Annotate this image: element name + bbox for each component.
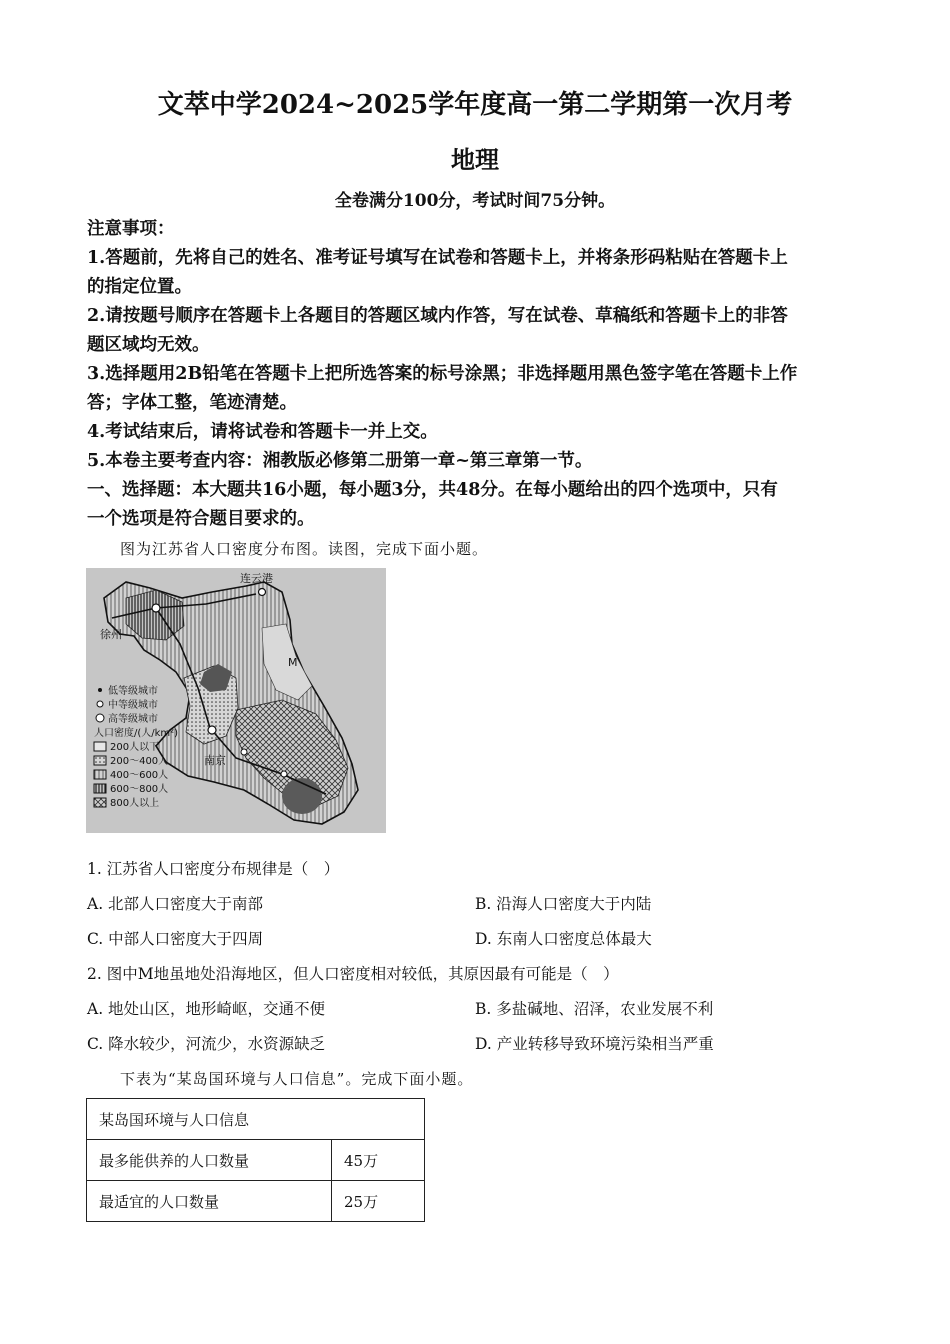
- exam-info: 全卷满分100分，考试时间75分钟。: [334, 191, 616, 211]
- table-cell-label: 最适宜的人口数量: [87, 1181, 332, 1222]
- table-cell-label: 最多能供养的人口数量: [87, 1140, 332, 1181]
- legend-density-title: 人口密度/(人/km²): [94, 728, 179, 739]
- notice-line: 2.请按题号顺序在答题卡上各题目的答题区域内作答，写在试卷、草稿纸和答题卡上的非答: [87, 306, 788, 326]
- legend-swatch-d2: [94, 756, 106, 765]
- legend-mid-city: 中等级城市: [108, 700, 158, 711]
- low-city-symbol: [98, 688, 102, 692]
- table-cell-value: 25万: [332, 1181, 425, 1222]
- high-city-symbol: [96, 714, 104, 722]
- table-header-row: [87, 1099, 425, 1140]
- exam-title: 文萃中学2024~2025学年度高一第二学期第一次月考: [157, 90, 793, 120]
- notice-line: 1.答题前，先将自己的姓名、准考证号填写在试卷和答题卡上，并将条形码粘贴在答题卡上: [87, 248, 788, 268]
- question-1-stem: 1. 江苏省人口密度分布规律是（ ）: [87, 860, 340, 878]
- notices-heading: 注意事项：: [87, 219, 175, 239]
- question-2-option-c: C. 降水较少，河流少，水资源缺乏: [87, 1035, 326, 1053]
- legend-swatch-d4: [94, 784, 106, 793]
- legend-high-city: 高等级城市: [108, 714, 158, 725]
- legend-d1: 200人以下: [110, 742, 160, 753]
- question-1-option-c: C. 中部人口密度大于四周: [87, 930, 264, 948]
- table-row: [87, 1181, 425, 1222]
- map-intro: 图为江苏省人口密度分布图。读图，完成下面小题。: [120, 540, 489, 558]
- table-intro: 下表为“某岛国环境与人口信息”。完成下面小题。: [120, 1070, 474, 1088]
- legend-d2: 200～400人: [110, 756, 169, 767]
- section-heading: 一、选择题：本大题共16小题，每小题3分，共48分。在每小题给出的四个选项中，只有: [87, 480, 778, 500]
- city-marker: [259, 589, 266, 596]
- question-2-option-d: D. 产业转移导致环境污染相当严重: [475, 1035, 714, 1053]
- notice-line: 答；字体工整，笔迹清楚。: [87, 393, 297, 413]
- notice-line: 3.选择题用2B铅笔在答题卡上把所选答案的标号涂黑；非选择题用黑色签字笔在答题卡上作: [87, 364, 798, 384]
- table-header-cell: 某岛国环境与人口信息: [87, 1099, 425, 1140]
- legend-d3: 400～600人: [110, 770, 169, 781]
- city-marker: [152, 604, 160, 612]
- island-info-table: [86, 1098, 425, 1222]
- city-marker: [208, 726, 216, 734]
- question-2-option-a: A. 地处山区，地形崎岖，交通不便: [87, 1000, 326, 1018]
- notice-line: 的指定位置。: [87, 277, 192, 297]
- legend-d5: 800人以上: [110, 798, 160, 809]
- jiangsu-population-map: [86, 568, 386, 833]
- notice-line: 题区域均无效。: [87, 335, 210, 355]
- legend-low-city: 低等级城市: [108, 686, 158, 697]
- label-xuzhou: 徐州: [100, 628, 122, 641]
- section-heading-cont: 一个选项是符合题目要求的。: [87, 509, 315, 529]
- notice-line: 5.本卷主要考查内容：湘教版必修第二册第一章~第三章第一节。: [87, 451, 593, 471]
- city-marker: [281, 771, 287, 777]
- table-cell-value: 45万: [332, 1140, 425, 1181]
- legend-swatch-d3: [94, 770, 106, 779]
- notice-line: 4.考试结束后，请将试卷和答题卡一并上交。: [87, 422, 438, 442]
- label-lianyungang: 连云港: [240, 572, 273, 585]
- question-1-option-a: A. 北部人口密度大于南部: [87, 895, 264, 913]
- question-1-option-b: B. 沿海人口密度大于内陆: [475, 895, 652, 913]
- label-m: M: [288, 656, 298, 669]
- table-row: [87, 1140, 425, 1181]
- question-2-stem: 2. 图中M地虽地处沿海地区，但人口密度相对较低，其原因最有可能是（ ）: [87, 965, 619, 983]
- legend-swatch-d5: [94, 798, 106, 807]
- subject-title: 地理: [451, 145, 499, 174]
- legend-d4: 600～800人: [110, 784, 169, 795]
- mid-city-symbol: [97, 701, 103, 707]
- question-2-option-b: B. 多盐碱地、沼泽，农业发展不利: [475, 1000, 714, 1018]
- label-nanjing: 南京: [204, 754, 226, 767]
- city-marker: [241, 749, 247, 755]
- question-1-option-d: D. 东南人口密度总体最大: [475, 930, 652, 948]
- legend-swatch-d1: [94, 742, 106, 751]
